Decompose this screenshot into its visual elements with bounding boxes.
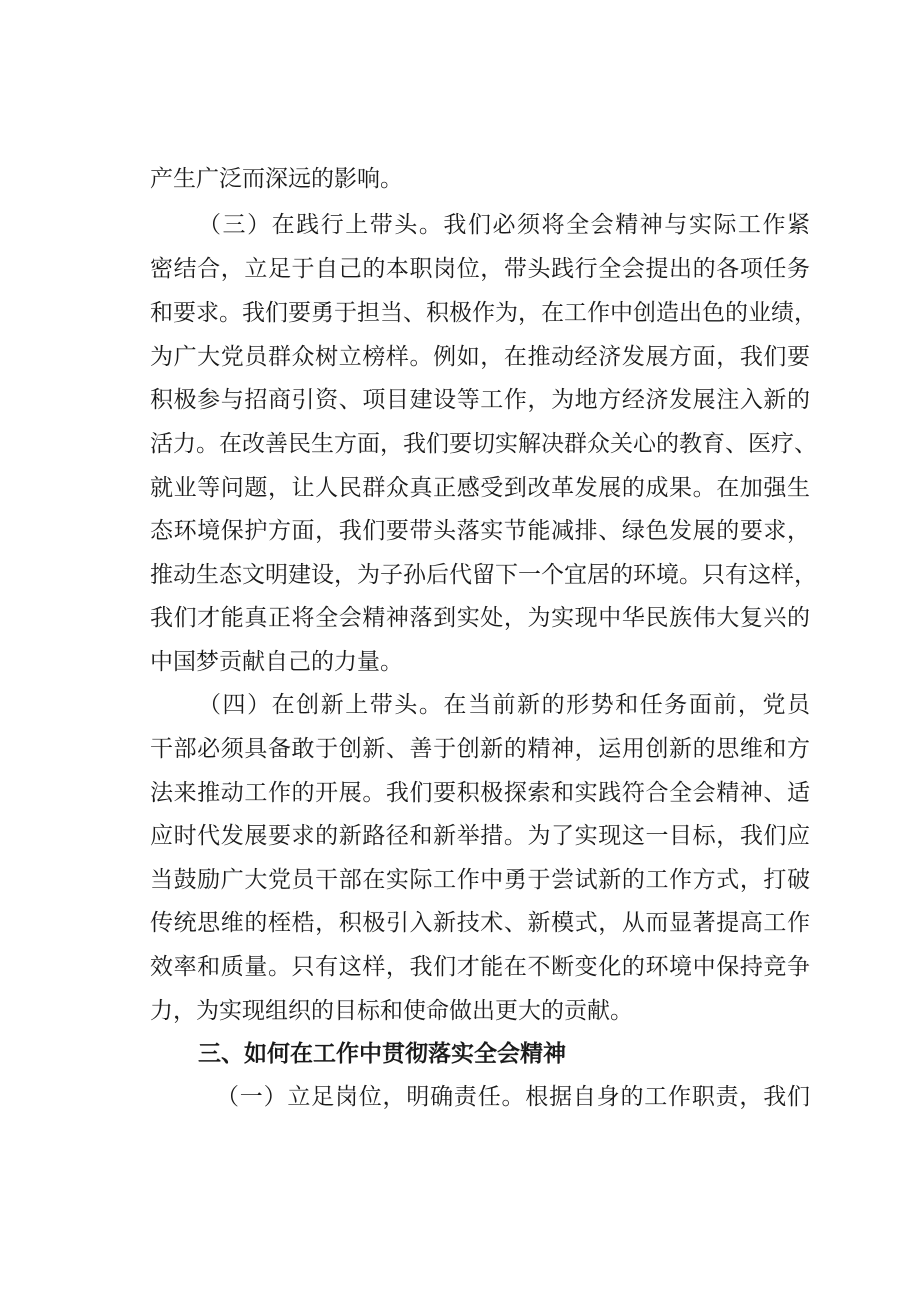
paragraph-line: 法来推动工作的开展。我们要积极探索和实践符合全会精神、适: [150, 780, 810, 806]
paragraph-line: 产生广泛而深远的影响。: [150, 166, 403, 192]
paragraph-line: 力，为实现组织的目标和使命做出更大的贡献。: [150, 998, 633, 1024]
paragraph-line: 推动生态文明建设，为子孙后代留下一个宜居的环境。只有这样，: [150, 562, 817, 588]
paragraph-line: 密结合，立足于自己的本职岗位，带头践行全会提出的各项任务: [150, 256, 810, 282]
paragraph-line: （一）立足岗位，明确责任。根据自身的工作职责，我们: [216, 1084, 810, 1110]
paragraph-line: 活力。在改善民生方面，我们要切实解决群众关心的教育、医疗、: [150, 431, 817, 457]
paragraph-line: 我们才能真正将全会精神落到实处，为实现中华民族伟大复兴的: [150, 605, 810, 631]
paragraph-line: 态环境保护方面，我们要带头落实节能减排、绿色发展的要求，: [150, 518, 810, 544]
paragraph-line: （三）在践行上带头。我们必须将全会精神与实际工作紧: [198, 212, 810, 238]
paragraph-line: 效率和质量。只有这样，我们才能在不断变化的环境中保持竞争: [150, 954, 810, 980]
paragraph-line: 积极参与招商引资、项目建设等工作，为地方经济发展注入新的: [150, 387, 810, 413]
paragraph-line: 应时代发展要求的新路径和新举措。为了实现这一目标，我们应: [150, 823, 810, 849]
paragraph-line: 和要求。我们要勇于担当、积极作为，在工作中创造出色的业绩，: [150, 300, 817, 326]
paragraph-line: 传统思维的桎梏，积极引入新技术、新模式，从而显著提高工作: [150, 910, 810, 936]
paragraph-line: 为广大党员群众树立榜样。例如，在推动经济发展方面，我们要: [150, 344, 810, 370]
section-heading: 三、如何在工作中贯彻落实全会精神: [198, 1041, 566, 1067]
paragraph-line: 当鼓励广大党员干部在实际工作中勇于尝试新的工作方式，打破: [150, 867, 810, 893]
paragraph-line: 干部必须具备敢于创新、善于创新的精神，运用创新的思维和方: [150, 736, 810, 762]
paragraph-line: 就业等问题，让人民群众真正感受到改革发展的成果。在加强生: [150, 475, 810, 501]
paragraph-line: （四）在创新上带头。在当前新的形势和任务面前，党员: [198, 692, 810, 718]
paragraph-line: 中国梦贡献自己的力量。: [150, 649, 403, 675]
